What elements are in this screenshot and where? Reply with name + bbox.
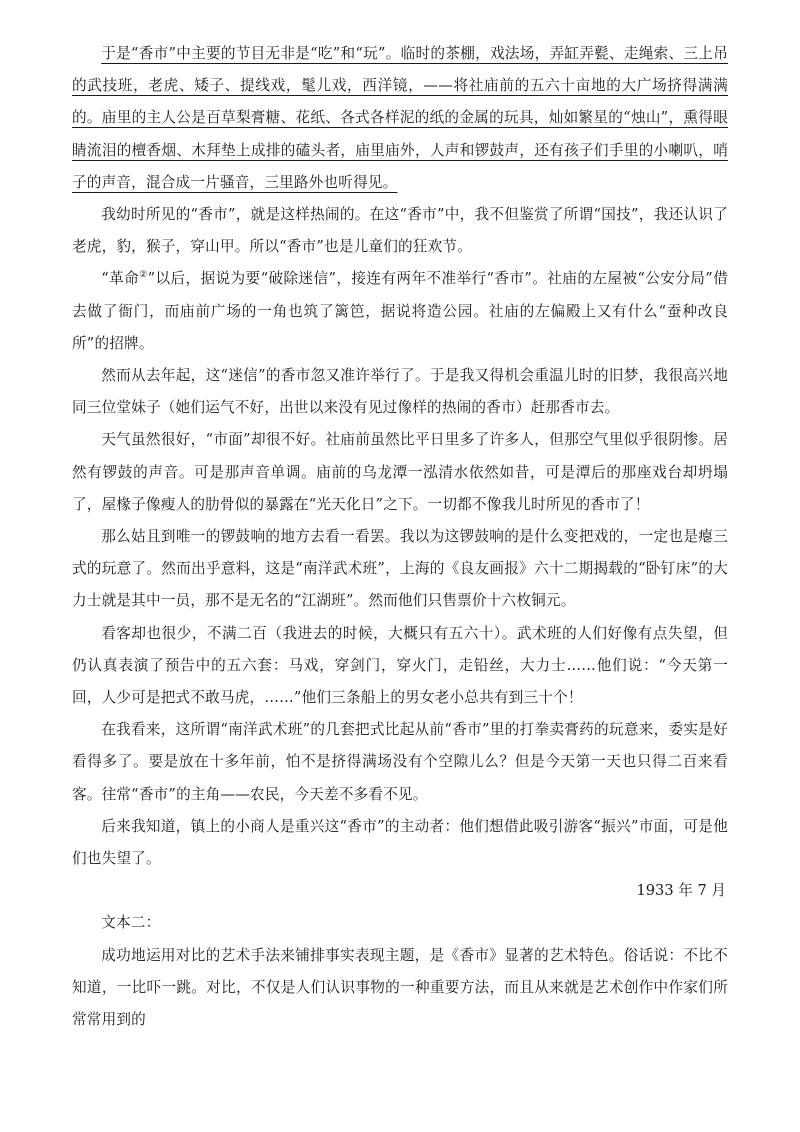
footnote-marker: ② — [139, 270, 148, 281]
paragraph-xiangshi-program: 于是“香市”中主要的节目无非是“吃”和“玩”。临时的茶棚，戏法场，弄缸弄甏、走绳索、三上吊的武技班，老虎、矮子、提线戏，髦儿戏，西洋镜，——将社庙前的五六十亩地的大广场挤得满满的。庙里的主人公是百草梨膏糖、花纸、各式各样泥的纸的金属的玩具，灿如繁星的“烛山”，熏得眼睛流泪的檀香烟、木拜垫上成排的磕头者，庙里庙外，人声和锣鼓声，还有孩子们手里的小喇叭，哨子的声音，混合成一片骚音，三里路外也听得见。 — [72, 45, 728, 191]
date-line: 1933 年 7 月 — [636, 882, 726, 900]
paragraph-comparison: 在我看来，这所谓“南洋武术班”的几套把式比起从前“香市”里的打拳卖膏药的玩意来，委实是好看得多了。要是放在十多年前，怕不是挤得满场没有个空隙儿么？但是今天第一天也只得二百来看客。往常“香市”的主角——农民，今天差不多看不见。 — [72, 721, 728, 803]
revolution-text-rest: ”以后，据说为要“破除迷信”，接连有两年不准举行“香市”。社庙的左屋被“公安分局”借去做了衙门，而庙前广场的一角也筑了篱笆，据说将造公园。社庙的左偏殿上又有什么“蚕种改良所”的招牌。 — [72, 270, 728, 352]
paragraph-martial-troupe: 那么姑且到唯一的锣鼓响的地方去看一看罢。我以为这锣鼓响的是什么变把戏的，一定也是瘪三式的玩意了。然而出乎意料，这是“南洋武术班”，上海的《良友画报》六十二期揭载的“卧钉床”的大力士就是其中一员，那不是无名的“江湖班”。然而他们只售票价十六枚铜元。 — [72, 528, 728, 610]
paragraph-merchants: 后来我知道，镇上的小商人是重兴这“香市”的主动者：他们想借此吸引游客“振兴”市面，可是他们也失望了。 — [72, 817, 728, 868]
section-heading-text-two: 文本二： — [101, 914, 161, 932]
paragraph-analysis: 成功地运用对比的艺术手法来铺排事实表现主题，是《香市》显著的艺术特色。俗话说：不比不知道，一比吓一跳。对比，不仅是人们认识事物的一种重要方法，而且从来就是艺术创作中作家们所常常用到的 — [72, 946, 728, 1029]
paragraph-audience: 看客却也很少，不满二百（我进去的时候，大概只有五六十）。武术班的人们好像有点失望，但仍认真表演了预告中的五六套：马戏，穿剑门，穿火门，走铅丝，大力士……他们说：“今天第一回，人少可是把式不敢马虎，……”他们三条船上的男女老小总共有到三十个！ — [72, 624, 728, 707]
document-page — [72, 38, 728, 1036]
paragraph-childhood-memory: 我幼时所见的“香市”，就是这样热闹的。在这“香市”中，我不但鉴赏了所谓“国技”，我还认识了老虎，豹，猴子，穿山甲。所以“香市”也是儿童们的狂欢节。 — [72, 206, 728, 256]
paragraph-revival: 然而从去年起，这“迷信”的香市忽又准许举行了。于是我又得机会重温儿时的旧梦，我很高兴地同三位堂妹子（她们运气不好，出世以来没有见过像样的热闹的香市）赶那香市去。 — [72, 367, 728, 417]
revolution-text-start: “革命 — [101, 270, 140, 288]
paragraph-bleak-market: 天气虽然很好，“市面”却很不好。社庙前虽然比平日里多了许多人，但那空气里似乎很阴惨。居然有锣鼓的声音。可是那声音单调。庙前的乌龙潭一泓清水依然如昔，可是潭后的那座戏台却坍塌了，屋椽子像瘦人的肋骨似的暴露在“光天化日”之下。一切都不像我儿时所见的香市了！ — [72, 431, 728, 513]
paragraph-after-revolution — [72, 263, 728, 360]
